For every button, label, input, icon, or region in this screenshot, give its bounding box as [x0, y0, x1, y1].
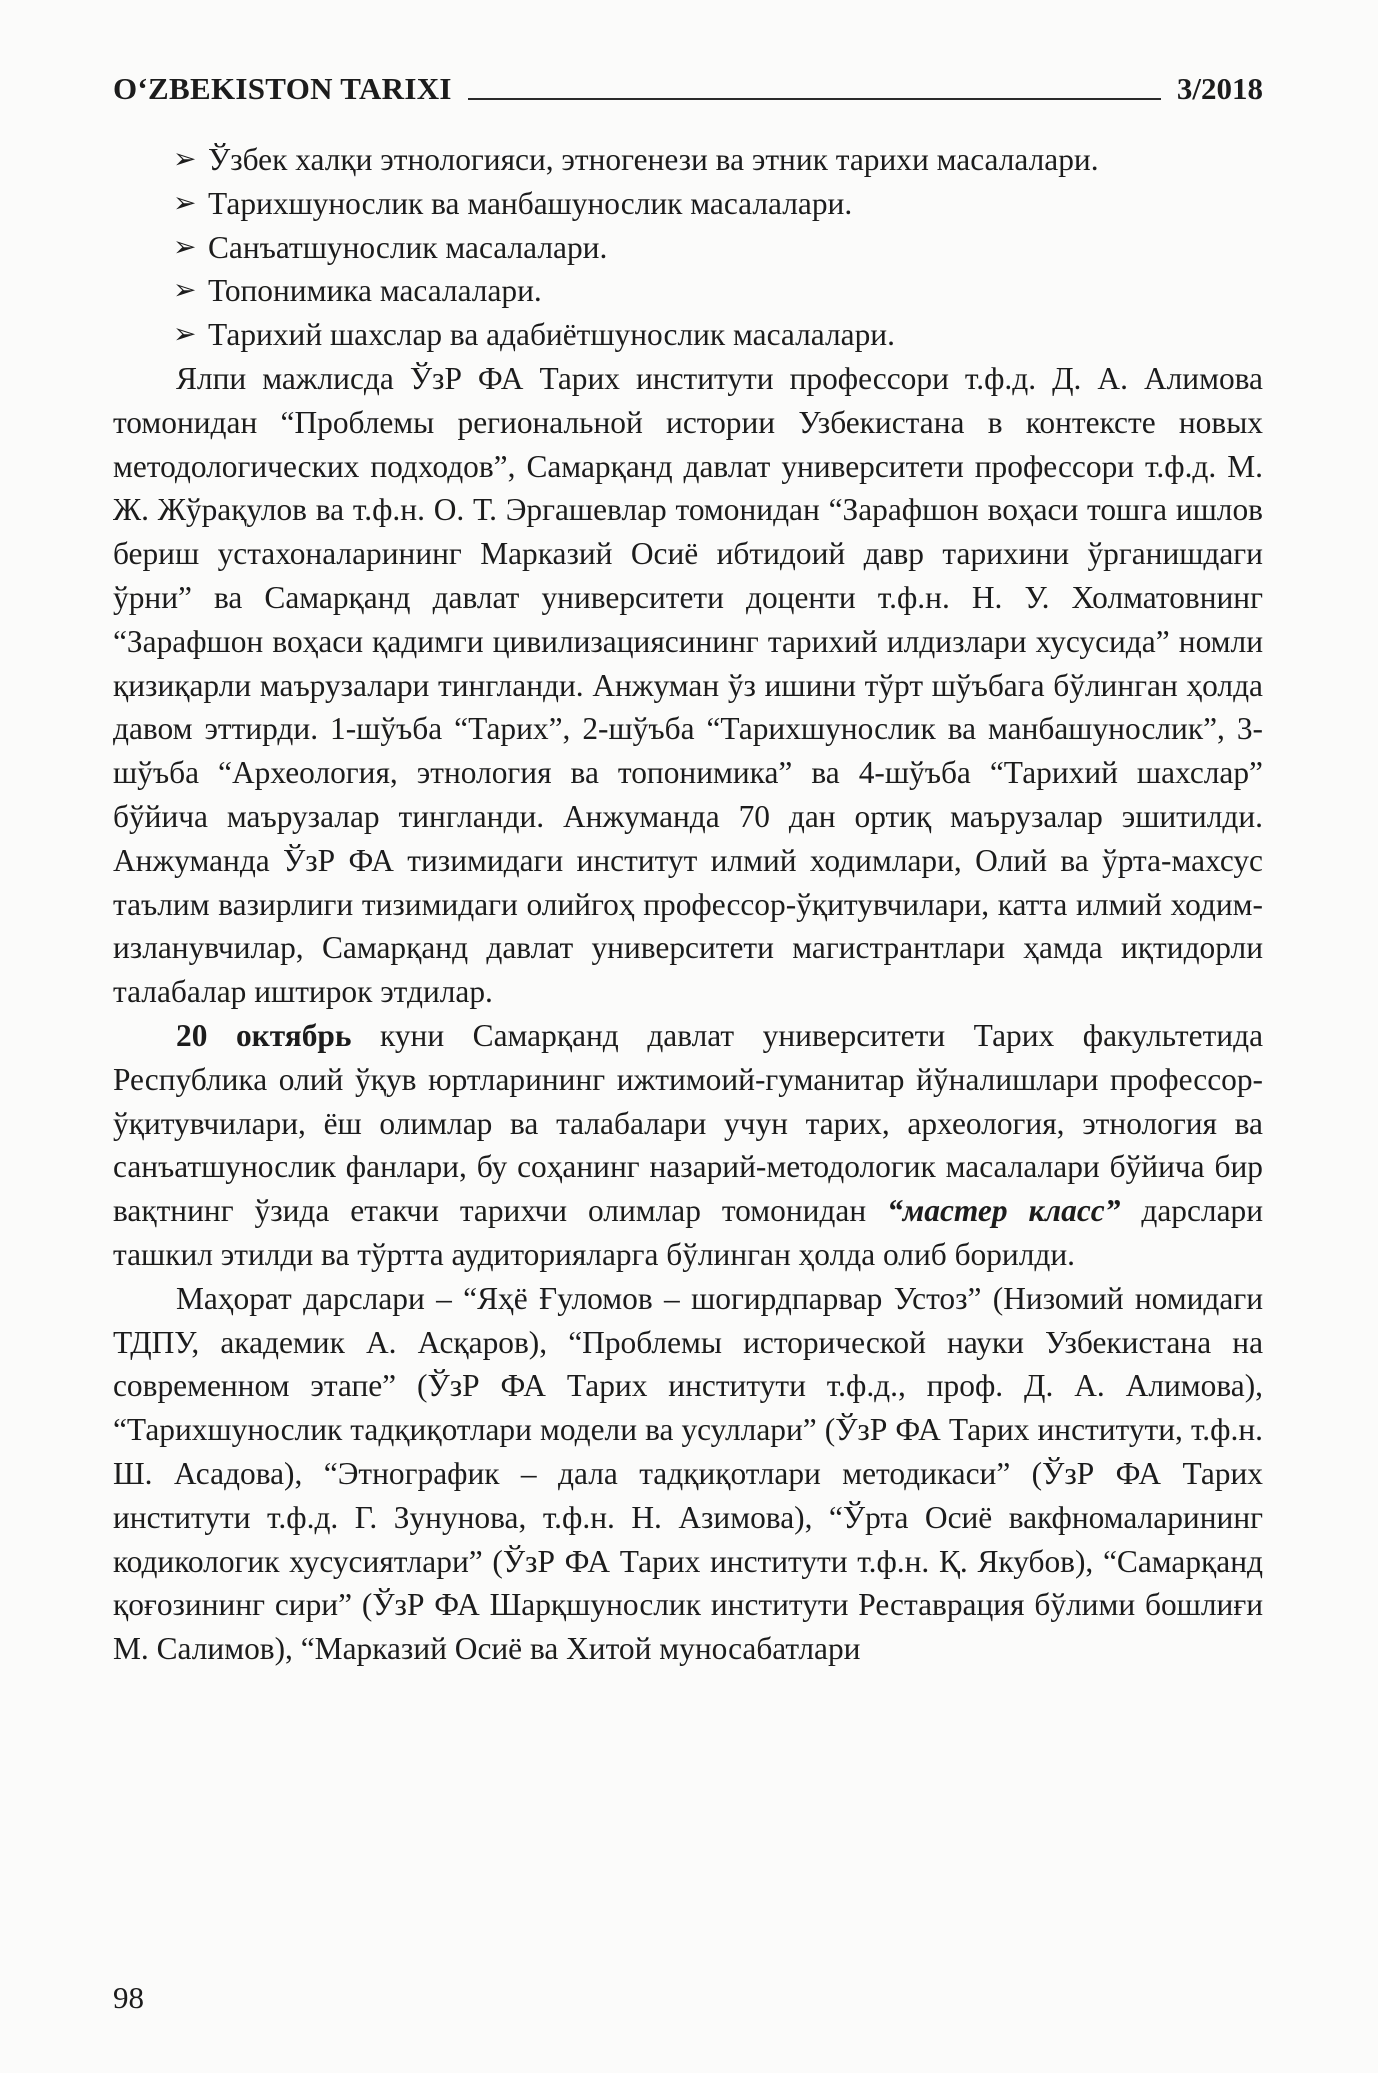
paragraph-lessons: Маҳорат дарслари – “Яҳё Ғуломов – шогирдпарвар Устоз” (Низомий номидаги ТДПУ, академик А. Асқаров), “Проблемы исторической науки Узбекистана на современном этапе” (ЎзР ФА Тарих институти т.ф.д., проф. Д. А. Алимова), “Тарихшунослик тадқиқотлари модели ва усуллари” (ЎзР ФА Тарих институти, т.ф.н. Ш. Асадова), “Этнографик – дала тадқиқотлари методикаси” (ЎзР ФА Тарих институти т.ф.д. Г. Зунунова, т.ф.н. Н. Азимова), “Ўрта Осиё вакфномаларининг кодикологик хусусиятлари” (ЎзР ФА Тарих институти т.ф.н. Қ. Якубов), “Самарқанд қоғозининг сири” (ЎзР ФА Шарқшунослик институти Реставрация бўлими бошлиғи М. Салимов), “Марказий Осиё ва Хитой муносабатлари	[113, 1280, 1263, 1667]
list-item: ➢ Тарихшунослик ва манбашунослик масалалари.	[113, 182, 1263, 226]
date-highlight: 20 октябрь	[176, 1017, 352, 1053]
journal-title: O‘ZBEKISTON TARIXI	[113, 71, 452, 106]
arrowhead-bullet-icon: ➢	[173, 144, 197, 175]
emphasis-master-class: “мастер класс”	[887, 1193, 1121, 1229]
paragraph-master-class: 20 октябрь куни Самарқанд давлат университети Тарих факультетида Республика олий ўқув юртларининг ижтимоий-гуманитар йўналишлари профессор-ўқитувчилари, ёш олимлар ва талабалари учун тарих, археология, этнология ва санъатшунослик фанлари, бу соҳанинг назарий-методологик масалалари бўйича бир вақтнинг ўзида етакчи тарихчи олимлар томонидан “мастер класс” дарслари ташкил этилди ва тўртта аудиторияларга бўлинган ҳолда олиб борилди.	[113, 1017, 1263, 1272]
page-number: 98	[113, 1980, 144, 2015]
paragraph-plenary: Ялпи мажлисда ЎзР ФА Тарих институти профессори т.ф.д. Д. А. Алимова томонидан “Проблемы региональной истории Узбекистана в контексте новых методологических подходов”, Самарқанд давлат университети профессори т.ф.д. М. Ж. Жўрақулов ва т.ф.н. О. Т. Эргашевлар томонидан “Зарафшон воҳаси тошга ишлов бериш устахоналарининг Марказий Осиё ибтидоий давр тарихини ўрганишдаги ўрни” ва Самарқанд давлат университети доценти т.ф.н. Н. У. Холматовнинг “Зарафшон воҳаси қадимги цивилизациясининг тарихий илдизлари хусусида” номли қизиқарли маърузалари тингланди. Анжуман ўз ишини тўрт шўъбага бўлинган ҳолда давом эттирди. 1-шўъба “Тарих”, 2-шўъба “Тарихшунослик ва манбашунослик”, 3-шўъба “Археология, этнология ва топонимика” ва 4-шўъба “Тарихий шахслар” бўйича маърузалар тингланди. Анжуманда 70 дан ортиқ маърузалар эшитилди. Анжуманда ЎзР ФА тизимидаги институт илмий ходимлари, Олий ва ўрта-махсус таълим вазирлиги тизимидаги олийгоҳ профессор-ўқитувчилари, катта илмий ходим-изланувчилар, Самарқанд давлат университети магистрантлари ҳамда иқтидорли талабалар иштирок этдилар.	[113, 360, 1263, 1010]
topic-list	[113, 138, 1263, 357]
arrowhead-bullet-icon: ➢	[173, 231, 197, 263]
list-item: ➢ Тарихий шахслар ва адабиётшунослик масалалари.	[113, 313, 1263, 357]
arrowhead-bullet-icon: ➢	[173, 319, 197, 351]
running-header	[113, 52, 1263, 104]
arrowhead-bullet-icon: ➢	[173, 275, 197, 307]
list-item: ➢ Топонимика масалалари.	[113, 269, 1263, 313]
list-item: ➢ Ўзбек халқи этнологияси, этногенези ва этник тарихи масалалари.	[113, 138, 1263, 182]
list-item: ➢ Санъатшунослик масалалари.	[113, 226, 1263, 270]
article-body	[113, 138, 1263, 1671]
issue-number: 3/2018	[1176, 71, 1263, 106]
arrowhead-bullet-icon: ➢	[173, 187, 197, 219]
header-rule	[468, 97, 1161, 100]
